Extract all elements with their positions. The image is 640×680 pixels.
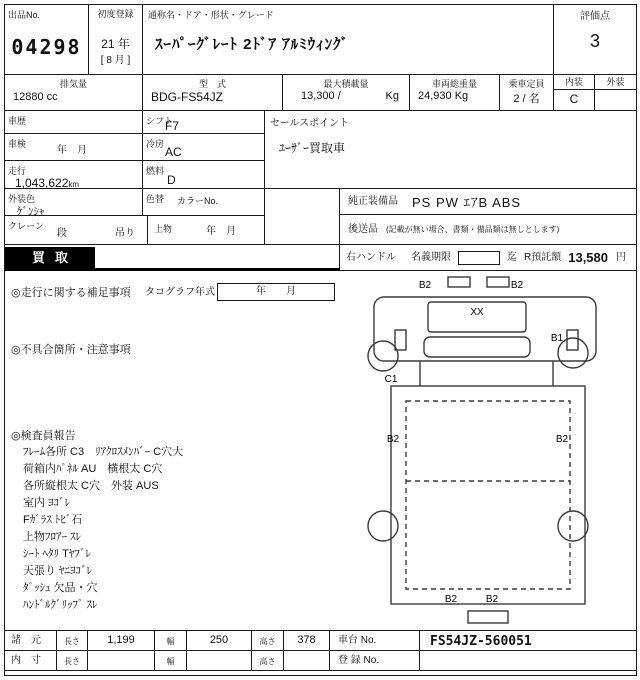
chassis-label: 車台 No. [338, 635, 377, 646]
capacity-value: 2 / 名 [513, 93, 540, 105]
width-value: 250 [209, 634, 229, 646]
oem-equipment-cell [340, 189, 637, 215]
exhibit-no-cell [5, 5, 89, 75]
fuel-cell [143, 161, 265, 189]
exhibit-no-value: 04298 [11, 35, 82, 59]
first-registration-cell [89, 5, 143, 75]
model-code-label: 型 式 [198, 79, 226, 89]
aircon-cell [143, 134, 265, 161]
yen-label: 円 [616, 252, 626, 263]
damage-label-top-left: B2 [418, 280, 432, 291]
oem-equipment-row [340, 189, 636, 214]
damage-label-bottom-left: B2 [444, 594, 458, 605]
upper-structure-label: 上物 [154, 224, 173, 234]
registration-label: 登 録 No. [338, 655, 380, 666]
capacity-label: 乗車定員 [508, 79, 545, 89]
mirror-left-shape [448, 277, 470, 287]
tacho-label: タコグラフ年式 [145, 287, 215, 298]
vehicle-name-label: 通称名・ドア・形状・グレード [148, 10, 274, 20]
shift-value: F7 [165, 119, 180, 133]
report-line: ｼｰﾄ ﾍﾀﾘ Tﾔﾌﾞﾚ [23, 548, 91, 560]
history-label: 車歴 [8, 116, 27, 126]
cargo-box-inner-dashed [406, 401, 570, 589]
chassis-value: FS54JZ-560051 [430, 634, 532, 649]
cab-outline [374, 297, 596, 361]
max-load-unit: Kg [385, 90, 399, 102]
oem-equipment-label: 純正装備品 [348, 196, 398, 207]
max-load-value: 13,300 / [301, 90, 341, 102]
wheel-rear-right [558, 511, 588, 541]
inner-width-label-cell [155, 651, 187, 671]
score-value: 3 [589, 31, 600, 51]
chassis-label-cell [330, 631, 420, 651]
cab-side-right [567, 330, 578, 350]
recolor-cell [143, 189, 265, 216]
history-cell [5, 111, 143, 134]
exterior-color-label: 外装色 [8, 194, 36, 204]
damage-label-mid-left: B2 [386, 434, 400, 445]
inner-length-label-cell [57, 651, 88, 671]
fuel-value: D [167, 173, 176, 187]
inner-height-label-cell [252, 651, 284, 671]
spec-label-cell [5, 631, 57, 651]
fuel-label: 燃料 [146, 166, 165, 176]
vehicle-diagram [361, 275, 621, 627]
length-label: 長さ [64, 637, 80, 646]
main-area [5, 271, 637, 631]
upper-structure-value: 年 月 [206, 226, 236, 237]
damage-label-top-right: B2 [510, 280, 524, 291]
interior-exterior-values [554, 90, 636, 110]
height-value: 378 [297, 634, 316, 646]
sales-point-cell [265, 111, 637, 189]
defect-label: ◎不具合箇所・注意事項 [11, 344, 131, 356]
length-label: 長さ [64, 657, 80, 666]
spec-length-value-cell [88, 631, 155, 651]
report-line: ﾀﾞｯｼｭ 欠品・穴 [23, 582, 98, 594]
wheel-front-left [368, 341, 398, 371]
height-label: 高さ [259, 637, 276, 646]
gross-weight-value: 24,930 Kg [418, 90, 469, 102]
shift-cell [143, 111, 265, 134]
later-items-row [340, 215, 636, 244]
damage-label-bottom-right: B2 [485, 594, 499, 605]
first-registration-label: 初度登録 [97, 9, 134, 19]
length-value: 1,199 [107, 634, 135, 646]
shift-label: シフト [146, 116, 174, 126]
handle-deposit-row [340, 245, 636, 270]
gross-weight-cell [410, 75, 500, 111]
handle-deposit-cell [340, 245, 637, 271]
later-items-note: (記載が無い場合、書類・備品類は無しとします) [386, 225, 560, 234]
recolor-label: 色替 [146, 194, 165, 204]
shaken-value: 年 月 [57, 145, 87, 156]
shaken-cell [5, 134, 143, 161]
inner-length-value-cell [88, 651, 155, 671]
first-registration-year: 21 年 [101, 37, 130, 51]
vehicle-name-value: ｽｰﾊﾟｰｸﾞﾚｰﾄ 2ﾄﾞｱ ｱﾙﾐｳｨﾝｸﾞ [155, 36, 350, 53]
interior-exterior-cell [554, 75, 637, 111]
chassis-value-cell [420, 631, 637, 651]
cab-side-left [395, 330, 406, 350]
later-items-label: 後送品 [348, 224, 378, 235]
capacity-cell [500, 75, 554, 111]
registration-label-cell [330, 651, 420, 671]
displacement-value: 12880 cc [13, 91, 58, 103]
inner-height-value-cell [284, 651, 330, 671]
spec-width-label-cell [155, 631, 187, 651]
upper-structure-cell [148, 216, 265, 245]
report-line: ﾊﾝﾄﾞﾙｸﾞﾘｯﾌﾟ ｽﾚ [23, 599, 98, 611]
crane-label: クレーン [8, 221, 44, 231]
spec-height-value-cell [284, 631, 330, 651]
crane-cell [5, 216, 148, 245]
right-handle-label: 右ハンドル [346, 252, 396, 263]
exhibit-no-label: 出品No. [8, 10, 41, 20]
mileage-label: 走行 [8, 166, 27, 176]
shaken-label: 車検 [8, 139, 27, 149]
aircon-value: AC [165, 145, 182, 159]
spec-width-value-cell [187, 631, 252, 651]
displacement-label: 排気量 [59, 79, 87, 89]
until-label: 迄 [507, 252, 517, 263]
mileage-note-label: ◎走行に関する補足事項 [11, 287, 131, 299]
deposit-value: 13,580 [568, 250, 608, 265]
purchase-badge: 買取 [5, 247, 95, 268]
displacement-cell [5, 75, 143, 111]
spec-label: 諸 元 [11, 635, 41, 646]
interior-exterior-header [554, 75, 636, 90]
sales-point-value: ﾕｰｻﾞｰ買取車 [279, 141, 346, 155]
gross-weight-label: 車両総重量 [431, 79, 477, 89]
exterior-label: 外装 [606, 77, 625, 87]
damage-label-windshield: XX [470, 307, 484, 318]
report-line: 荷箱内ﾊﾟﾈﾙ AU 横根太 C穴 [23, 463, 163, 475]
height-label: 高さ [259, 657, 276, 666]
damage-label-front-right: B1 [550, 333, 564, 344]
mileage-cell [5, 161, 143, 189]
report-line: 上物ﾌﾛｱｰ ｽﾚ [23, 531, 82, 543]
rear-step-shape [468, 611, 508, 623]
first-registration-month: [ 8 月 ] [100, 55, 131, 66]
spec-height-label-cell [252, 631, 284, 651]
inspector-label: ◎検査員報告 [11, 430, 76, 442]
inner-dim-label-cell [5, 651, 57, 671]
name-limit-box [458, 251, 500, 265]
cab-front-panel [424, 337, 530, 357]
bottom-strip-cell [5, 671, 637, 676]
width-label: 幅 [166, 637, 175, 646]
report-line: Fｶﾞﾗｽ ﾄﾋﾞ石 [23, 514, 83, 526]
score-cell [554, 5, 637, 75]
name-limit-label: 名義期限 [411, 252, 451, 263]
score-label: 評価点 [580, 11, 610, 22]
wheel-rear-left [368, 511, 398, 541]
spacer-cell [265, 189, 340, 245]
oem-equipment-value: PS PW ｴｱB ABS [412, 195, 522, 210]
max-load-label: 最大積載量 [323, 79, 369, 89]
inner-dim-label: 内 寸 [11, 655, 41, 666]
damage-label-front-left: C1 [384, 374, 398, 385]
damage-label-mid-right: B2 [555, 434, 569, 445]
width-label: 幅 [166, 657, 175, 666]
exterior-color-value: ｹﾞﾝｼｬ [17, 206, 45, 218]
interior-grade: C [554, 90, 595, 110]
inner-width-value-cell [187, 651, 252, 671]
crane-hoist: 吊り [115, 228, 135, 239]
spec-length-label-cell [57, 631, 88, 651]
sales-point-label: セールスポイント [270, 118, 350, 129]
color-no-label: カラーNo. [177, 196, 219, 206]
report-line: 室内 ﾖｺﾞﾚ [23, 497, 71, 509]
deposit-label: R預託額 [524, 252, 562, 263]
report-line: 天張り ﾔﾆﾖｺﾞﾚ [23, 565, 93, 577]
registration-value-cell [420, 651, 637, 671]
mirror-right-shape [487, 277, 509, 287]
vehicle-name-cell [143, 5, 554, 75]
later-items-cell [340, 215, 637, 245]
aircon-label: 冷房 [146, 139, 165, 149]
report-line: 各所縦根太 C穴 外装 AUS [23, 480, 159, 492]
inspector-report-list [23, 444, 183, 614]
report-line: ﾌﾚｰﾑ各所 C3 ﾘｱｸﾛｽﾒﾝﾊﾞｰ C穴大 [23, 446, 184, 458]
max-load-cell [283, 75, 410, 111]
model-code-value: BDG-FS54JZ [151, 90, 224, 104]
model-code-cell [143, 75, 283, 111]
exterior-color-cell [5, 189, 143, 216]
mileage-value: 1,043,622 [15, 176, 69, 190]
interior-label: 内装 [554, 75, 595, 89]
crane-stage: 段 [57, 228, 67, 239]
auction-sheet [4, 4, 637, 676]
cargo-box-outline [391, 386, 585, 604]
tacho-value-box: 年 月 [217, 283, 335, 301]
exterior-grade [595, 90, 636, 110]
mileage-unit: km [68, 180, 80, 189]
